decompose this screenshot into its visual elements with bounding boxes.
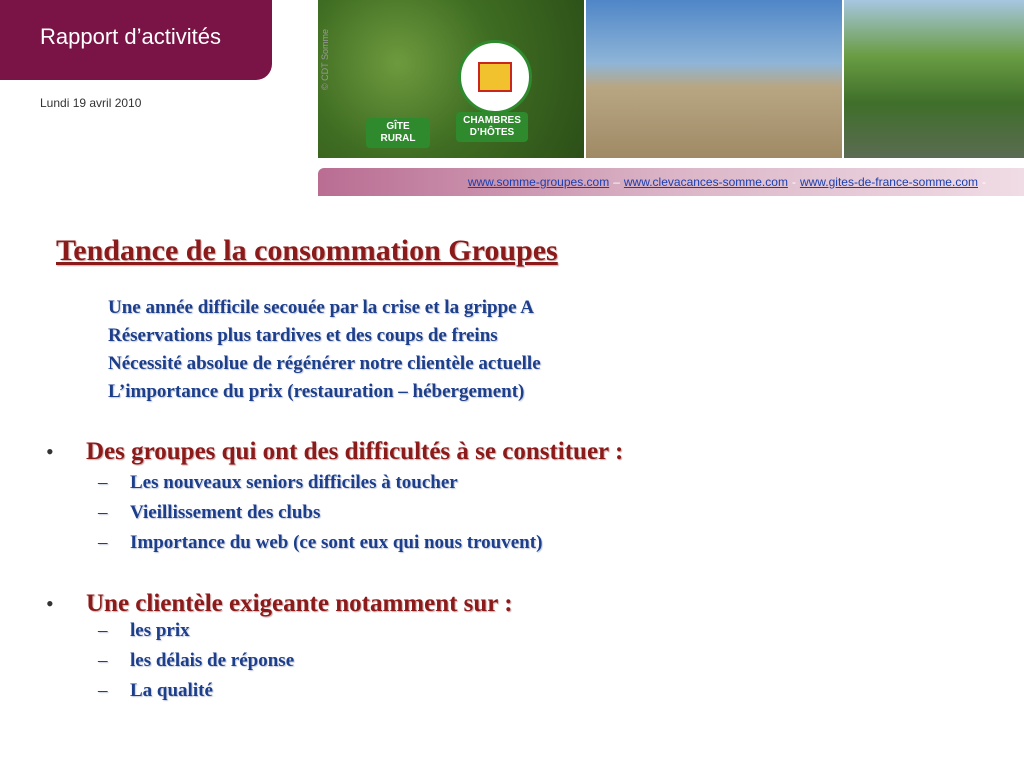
link-separator: - — [982, 175, 986, 189]
list-item-text: les délais de réponse — [130, 650, 295, 671]
list-item-text: La qualité — [130, 680, 213, 701]
bullet-mark: • — [46, 591, 54, 616]
list-item-text: Les nouveaux seniors difficiles à toucher — [130, 472, 458, 493]
photo-gite-sign — [318, 0, 584, 158]
dash-mark: – — [98, 680, 108, 701]
list-item — [98, 502, 623, 532]
dash-mark: – — [98, 472, 108, 493]
list-item — [98, 532, 623, 562]
bullet-row — [46, 438, 623, 466]
photo-boat-canal — [844, 0, 1024, 158]
dash-mark: – — [98, 532, 108, 553]
link-gites-de-france[interactable]: www.gites-de-france-somme.com — [799, 175, 978, 189]
list-item — [98, 680, 513, 710]
link-bar — [318, 168, 1024, 196]
plaque-gite-rural: GÎTE RURAL — [366, 118, 430, 148]
bullet-row — [46, 590, 513, 618]
list-item — [98, 620, 513, 650]
dash-mark: – — [98, 650, 108, 671]
link-clevacances[interactable]: www.clevacances-somme.com — [623, 175, 788, 189]
header-tab — [0, 0, 272, 80]
list-item-text: Vieillissement des clubs — [130, 502, 321, 523]
plaque-chambres-hotes: CHAMBRES D’HÔTES — [456, 112, 528, 142]
bullet-heading: Une clientèle exigeante notamment sur : — [86, 590, 513, 617]
bullet-heading: Des groupes qui ont des difficultés à se constituer : — [86, 438, 624, 465]
intro-line: L’importance du prix (restauration – hébergement) — [108, 381, 525, 402]
intro-line: Une année difficile secouée par la crise et la grippe A — [108, 297, 535, 318]
photo-beach-group — [586, 0, 842, 158]
photo-credit: © CDT Somme — [320, 29, 330, 90]
house-icon — [478, 62, 512, 92]
section-difficultes — [46, 438, 623, 562]
bullet-mark: • — [46, 439, 54, 464]
date-label: Lundi 19 avril 2010 — [40, 96, 142, 110]
section-exigeante — [46, 590, 513, 710]
intro-lines — [108, 294, 541, 406]
slide-title: Tendance de la consommation Groupes — [56, 234, 558, 267]
list-item-text: les prix — [130, 620, 190, 641]
list-item — [98, 472, 623, 502]
link-separator: – — [613, 175, 620, 189]
list-item-text: Importance du web (ce sont eux qui nous trouvent) — [130, 532, 543, 553]
header-title: Rapport d’activités — [40, 24, 221, 49]
dash-mark: – — [98, 502, 108, 523]
dash-mark: – — [98, 620, 108, 641]
link-somme-groupes[interactable]: www.somme-groupes.com — [467, 175, 610, 189]
intro-line: Nécessité absolue de régénérer notre clientèle actuelle — [108, 353, 541, 374]
gites-de-france-logo — [458, 40, 532, 114]
list-item — [98, 650, 513, 680]
link-separator: - — [791, 175, 796, 189]
intro-line: Réservations plus tardives et des coups de freins — [108, 325, 498, 346]
links — [468, 175, 990, 189]
photo-strip — [318, 0, 1024, 158]
